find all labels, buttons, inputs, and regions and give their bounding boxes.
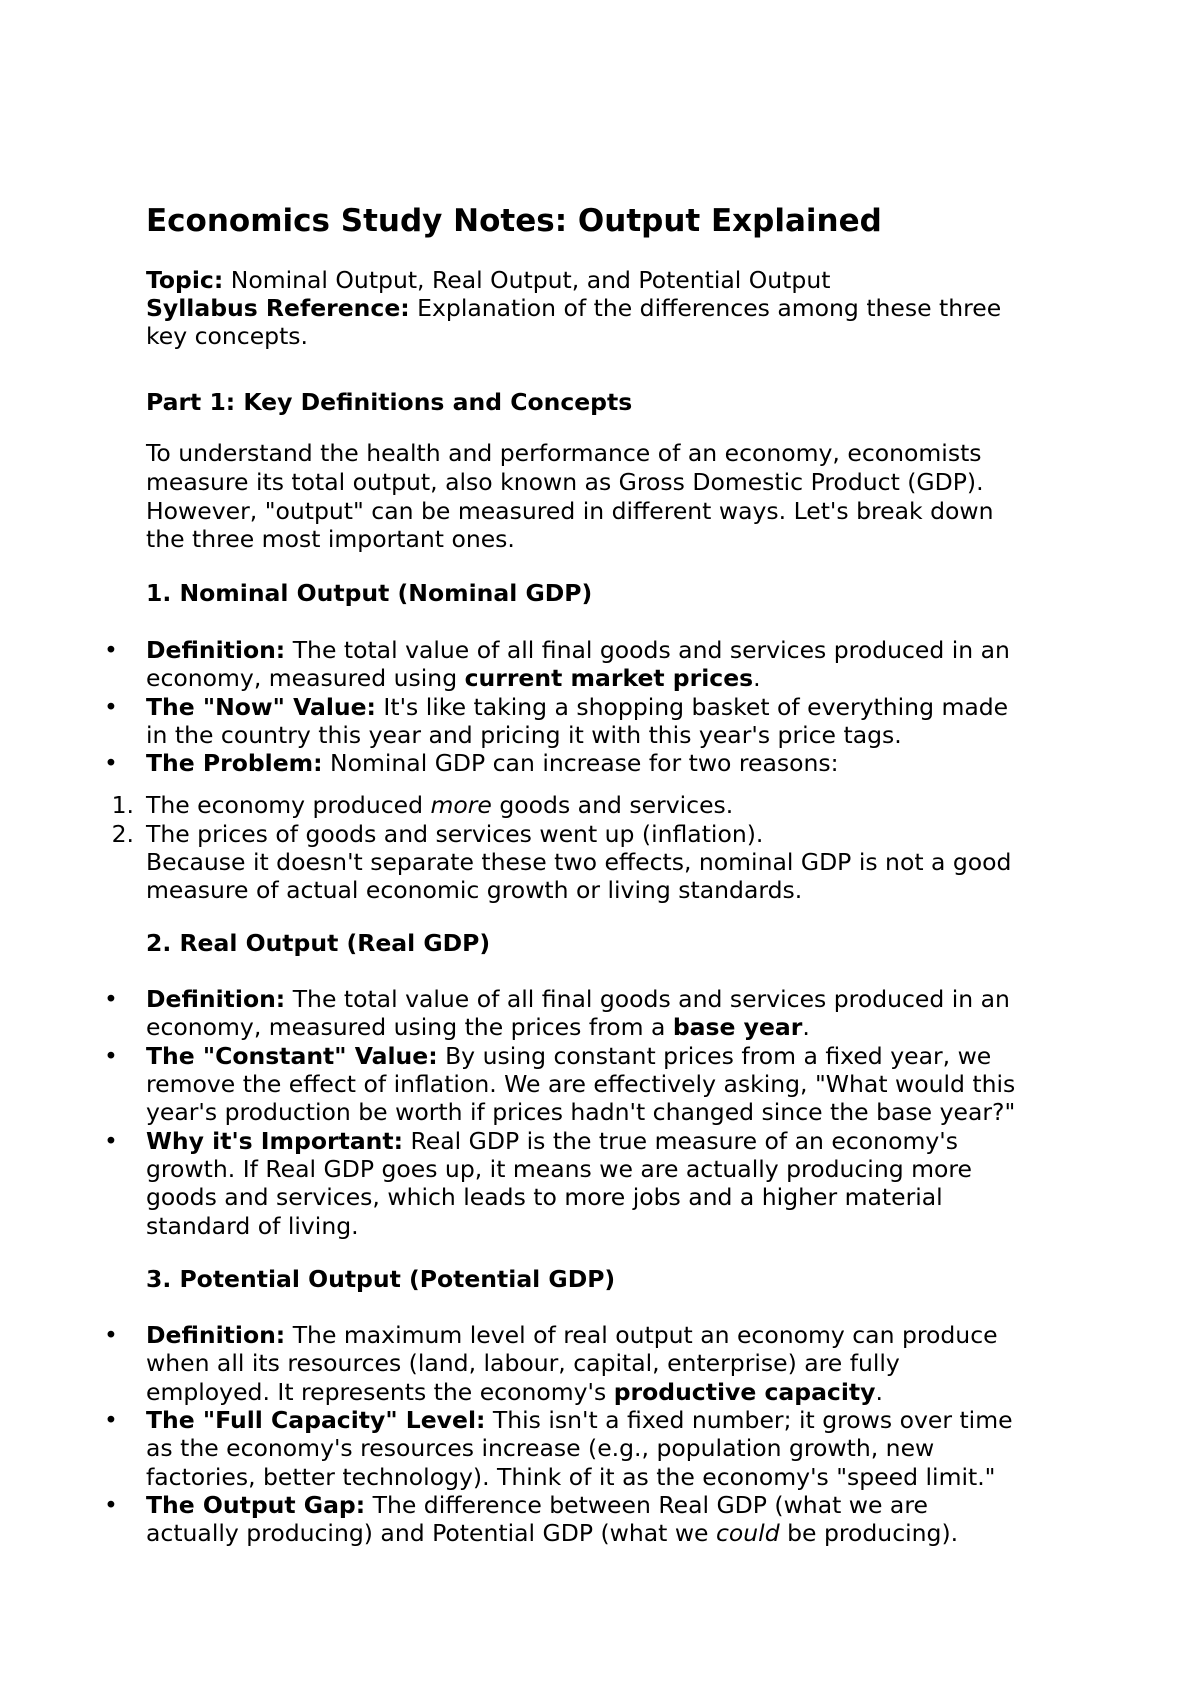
topic-label: Topic: — [146, 266, 224, 294]
intro-line: measure its total output, also known as Gross Domestic Product (GDP). — [146, 468, 984, 496]
bullet-text: It's like taking a shopping basket of everything made — [375, 693, 1009, 721]
nominal-reason-2: The prices of goods and services went up (inflation). — [146, 820, 764, 848]
bullet-label: Why it's Important: — [146, 1127, 404, 1155]
bullet-text: economy, measured using the prices from a — [146, 1013, 673, 1041]
bullet-label: The Problem: — [146, 749, 323, 777]
bullet-text: By using constant prices from a fixed year, we — [437, 1042, 992, 1070]
bullet-marker: • — [104, 1042, 118, 1070]
syllabus-value-cont: key concepts. — [146, 322, 309, 350]
bullet-marker: • — [104, 1491, 118, 1519]
syllabus-value: Explanation of the differences among these three — [417, 294, 1002, 322]
list-text: goods and services. — [491, 791, 734, 819]
bold-term: base year — [672, 1013, 803, 1041]
list-number: 1. — [111, 791, 134, 819]
bullet-marker: • — [104, 693, 118, 721]
bullet-marker: • — [104, 1321, 118, 1349]
potential-definition-cont — [146, 1378, 883, 1407]
bullet-text: economy, measured using — [146, 664, 465, 692]
potential-definition — [146, 1321, 998, 1350]
potential-output-gap-cont — [146, 1519, 958, 1548]
list-number: 2. — [111, 820, 134, 848]
topic-value: Nominal Output, Real Output, and Potential Output — [230, 266, 831, 294]
nominal-now-value — [146, 693, 1008, 722]
bullet-marker: • — [104, 985, 118, 1013]
list-text: The economy produced — [146, 791, 431, 819]
topic-line — [146, 266, 830, 295]
nominal-reason-1 — [146, 791, 733, 820]
real-importance — [146, 1127, 958, 1156]
nominal-followup-cont: measure of actual economic growth or living standards. — [146, 876, 803, 904]
intro-line: However, "output" can be measured in different ways. Let's break down — [146, 497, 994, 525]
nominal-followup: Because it doesn't separate these two effects, nominal GDP is not a good — [146, 848, 1012, 876]
bullet-text: The difference between Real GDP (what we are — [365, 1491, 928, 1519]
potential-output-gap — [146, 1491, 928, 1520]
bullet-text: The total value of all final goods and services produced in an — [285, 636, 1010, 664]
real-definition — [146, 985, 1010, 1014]
real-constant-value — [146, 1042, 991, 1071]
nominal-definition — [146, 636, 1010, 665]
bold-term: current market prices — [464, 664, 754, 692]
nominal-now-value-cont: in the country this year and pricing it with this year's price tags. — [146, 721, 902, 749]
bullet-marker: • — [104, 749, 118, 777]
part1-heading: Part 1: Key Definitions and Concepts — [146, 388, 633, 416]
potential-full-capacity-cont: factories, better technology). Think of it as the economy's "speed limit." — [146, 1463, 996, 1491]
potential-definition-cont: when all its resources (land, labour, capital, enterprise) are fully — [146, 1349, 900, 1377]
bullet-marker: • — [104, 1127, 118, 1155]
bullet-label: The Output Gap: — [146, 1491, 366, 1519]
emphasis: could — [715, 1519, 780, 1547]
bullet-label: The "Now" Value: — [146, 693, 376, 721]
bullet-text: . — [802, 1013, 810, 1041]
bullet-marker: • — [104, 636, 118, 664]
real-constant-value-cont: remove the effect of inflation. We are effectively asking, "What would this — [146, 1070, 1016, 1098]
nominal-problem — [146, 749, 839, 778]
potential-heading: 3. Potential Output (Potential GDP) — [146, 1265, 616, 1293]
bullet-text: actually producing) and Potential GDP (what we — [146, 1519, 716, 1547]
real-heading: 2. Real Output (Real GDP) — [146, 929, 491, 957]
bullet-text: be producing). — [779, 1519, 959, 1547]
bullet-label: Definition: — [146, 985, 286, 1013]
bullet-text: employed. It represents the economy's — [146, 1378, 614, 1406]
intro-line: the three most important ones. — [146, 525, 515, 553]
intro-line: To understand the health and performance of an economy, economists — [146, 439, 982, 467]
emphasis: more — [430, 791, 492, 819]
bullet-text: . — [875, 1378, 883, 1406]
bullet-label: Definition: — [146, 1321, 286, 1349]
syllabus-line — [146, 294, 1001, 323]
bullet-text: Real GDP is the true measure of an economy's — [403, 1127, 958, 1155]
nominal-heading: 1. Nominal Output (Nominal GDP) — [146, 579, 593, 607]
bullet-marker: • — [104, 1406, 118, 1434]
potential-full-capacity-cont: as the economy's resources increase (e.g., population growth, new — [146, 1434, 935, 1462]
bullet-text: This isn't a fixed number; it grows over time — [485, 1406, 1013, 1434]
real-importance-cont: growth. If Real GDP goes up, it means we are actually producing more — [146, 1155, 972, 1183]
document-title: Economics Study Notes: Output Explained — [146, 203, 882, 239]
real-definition-cont — [146, 1013, 810, 1042]
bullet-text: Nominal GDP can increase for two reasons: — [322, 749, 839, 777]
bullet-label: Definition: — [146, 636, 286, 664]
bullet-label: The "Constant" Value: — [146, 1042, 438, 1070]
bullet-text: . — [753, 664, 761, 692]
syllabus-label: Syllabus Reference: — [146, 294, 410, 322]
bullet-text: The maximum level of real output an economy can produce — [285, 1321, 998, 1349]
potential-full-capacity — [146, 1406, 1013, 1435]
real-constant-value-cont: year's production be worth if prices hadn't changed since the base year?" — [146, 1098, 1016, 1126]
bold-term: productive capacity — [613, 1378, 876, 1406]
bullet-text: The total value of all final goods and services produced in an — [285, 985, 1010, 1013]
real-importance-cont: goods and services, which leads to more jobs and a higher material — [146, 1183, 943, 1211]
real-importance-cont: standard of living. — [146, 1212, 359, 1240]
nominal-definition-cont — [146, 664, 761, 693]
bullet-label: The "Full Capacity" Level: — [146, 1406, 486, 1434]
